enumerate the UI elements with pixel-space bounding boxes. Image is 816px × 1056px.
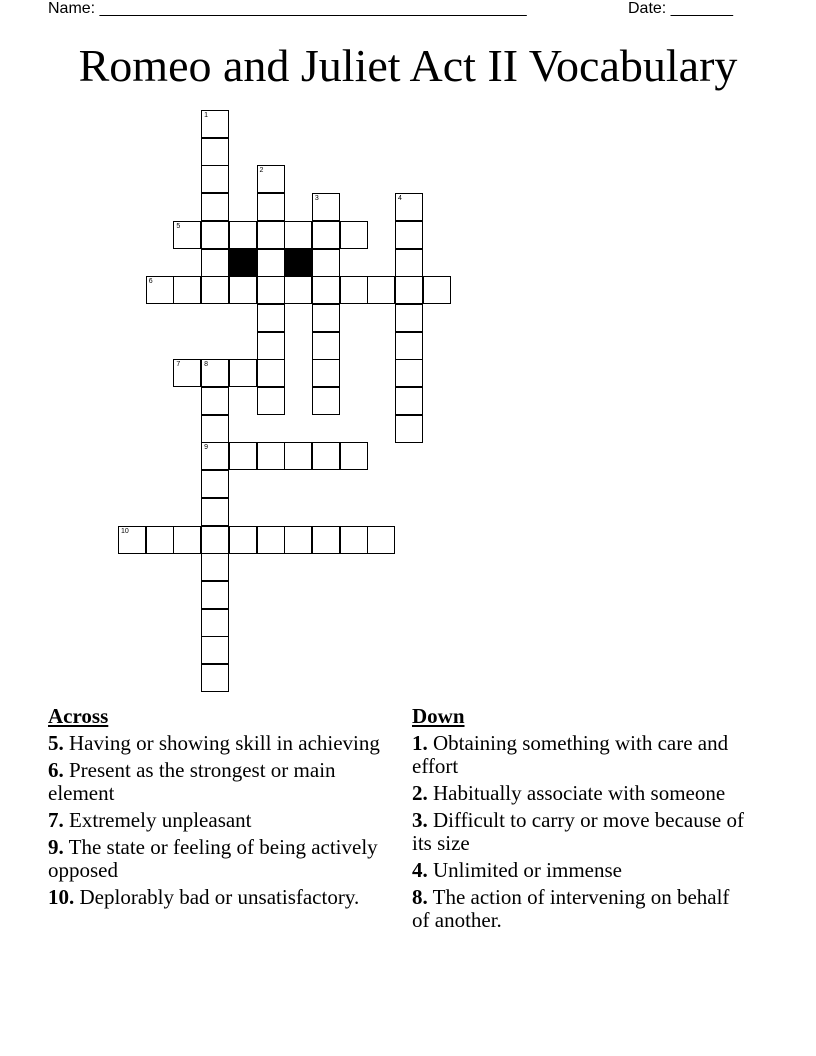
crossword-cell[interactable] (312, 249, 340, 277)
clue-number: 1 (204, 112, 208, 119)
name-field-label: Name: ________________________________________________ (48, 0, 527, 17)
crossword-cell[interactable] (395, 276, 423, 304)
crossword-cell[interactable] (201, 138, 229, 166)
crossword-cell[interactable] (173, 276, 201, 304)
crossword-cell[interactable] (229, 442, 257, 470)
crossword-cell[interactable] (257, 249, 285, 277)
crossword-cell[interactable] (395, 249, 423, 277)
page-title: Romeo and Juliet Act II Vocabulary (78, 40, 738, 91)
down-clues (412, 704, 752, 936)
crossword-cell[interactable] (312, 304, 340, 332)
crossword-cell[interactable] (257, 359, 285, 387)
crossword-cell[interactable] (201, 276, 229, 304)
crossword-cell[interactable] (146, 526, 174, 554)
clue-number: 2. (412, 781, 428, 805)
crossword-cell[interactable] (340, 221, 368, 249)
crossword-cell[interactable] (312, 276, 340, 304)
clue-text: Deplorably bad or unsatisfactory. (74, 885, 360, 909)
crossword-cell[interactable] (284, 442, 312, 470)
clue-number: 5 (176, 222, 181, 230)
crossword-cell[interactable] (257, 221, 285, 249)
clue-number: 10 (121, 527, 129, 535)
down-clue (412, 732, 752, 778)
clue-number: 7 (176, 361, 181, 369)
crossword-cell[interactable] (340, 276, 368, 304)
across-clue-list (48, 732, 388, 909)
clue-text: Obtaining something with care and effort (412, 731, 729, 778)
crossword-cell[interactable] (201, 664, 229, 692)
crossword-cell[interactable] (257, 387, 285, 415)
crossword-cell[interactable] (257, 526, 285, 554)
crossword-cell[interactable] (395, 221, 423, 249)
clue-number: 8. (412, 885, 428, 909)
across-clue (48, 759, 388, 805)
down-clue (412, 886, 752, 932)
crossword-cell[interactable] (201, 526, 229, 554)
crossword-cell[interactable] (395, 415, 423, 443)
crossword-cell[interactable] (201, 110, 229, 138)
crossword-cell[interactable] (257, 165, 285, 193)
crossword-cell[interactable] (201, 193, 229, 221)
clue-number: 3 (314, 195, 319, 203)
crossword-cell[interactable] (312, 221, 340, 249)
crossword-cell[interactable] (284, 221, 312, 249)
crossword-cell[interactable] (367, 276, 395, 304)
crossword-cell[interactable] (257, 304, 285, 332)
across-clue (48, 886, 388, 909)
crossword-cell[interactable] (312, 193, 340, 221)
clue-text: Having or showing skill in achieving (63, 731, 380, 755)
down-clue (412, 809, 752, 855)
crossword-cell[interactable] (340, 442, 368, 470)
crossword-cell[interactable] (201, 249, 229, 277)
crossword-cell[interactable] (201, 165, 229, 193)
clue-number: 4 (398, 195, 402, 203)
crossword-cell[interactable] (257, 193, 285, 221)
crossword-cell[interactable] (395, 359, 423, 387)
crossword-cell[interactable] (395, 332, 423, 360)
clue-text: The action of intervening on behalf of another. (412, 885, 730, 932)
down-heading: Down (412, 704, 465, 728)
across-heading: Across (48, 704, 109, 728)
crossword-cell[interactable] (229, 526, 257, 554)
crossword-cell[interactable] (201, 609, 229, 637)
clue-text: Extremely unpleasant (63, 808, 252, 832)
crossword-cell[interactable] (201, 442, 229, 470)
clue-number: 7. (48, 808, 64, 832)
crossword-cell[interactable] (395, 387, 423, 415)
crossword-cell[interactable] (395, 193, 423, 221)
crossword-cell[interactable] (229, 221, 257, 249)
clue-number: 3. (412, 808, 428, 832)
crossword-cell[interactable] (146, 276, 174, 304)
black-cell (229, 249, 257, 277)
crossword-cell[interactable] (340, 526, 368, 554)
crossword-cell[interactable] (257, 276, 285, 304)
crossword-cell[interactable] (312, 387, 340, 415)
crossword-cell[interactable] (284, 276, 312, 304)
clue-number: 2 (259, 167, 264, 175)
crossword-cell[interactable] (229, 276, 257, 304)
across-clues (48, 704, 388, 913)
crossword-cell[interactable] (118, 526, 146, 554)
across-clue (48, 836, 388, 882)
crossword-cell[interactable] (201, 636, 229, 664)
crossword-cell[interactable] (201, 415, 229, 443)
crossword-cell[interactable] (229, 359, 257, 387)
clue-number: 9 (204, 444, 208, 452)
down-clue (412, 859, 752, 882)
across-clue (48, 809, 388, 832)
clue-text: The state or feeling of being actively opposed (48, 835, 378, 882)
crossword-cell[interactable] (201, 553, 229, 581)
clue-number: 4. (412, 858, 428, 882)
across-clue (48, 732, 388, 755)
crossword-cell[interactable] (312, 359, 340, 387)
crossword-cell[interactable] (257, 442, 285, 470)
crossword-cell[interactable] (367, 526, 395, 554)
clue-number: 1. (412, 731, 428, 755)
clue-text: Difficult to carry or move because of its size (412, 808, 744, 855)
clue-number: 10. (48, 885, 75, 909)
down-clue (412, 782, 752, 805)
crossword-cell[interactable] (312, 332, 340, 360)
crossword-cell[interactable] (312, 442, 340, 470)
crossword-cell[interactable] (312, 526, 340, 554)
date-field-label: Date: _______ (628, 0, 733, 17)
crossword-cell[interactable] (173, 359, 201, 387)
crossword-cell[interactable] (257, 332, 285, 360)
black-cell (284, 249, 312, 277)
crossword-cell[interactable] (201, 221, 229, 249)
clue-number: 6. (48, 758, 64, 782)
crossword-cell[interactable] (284, 526, 312, 554)
clue-text: Habitually associate with someone (427, 781, 726, 805)
crossword-cell[interactable] (201, 359, 229, 387)
crossword-cell[interactable] (173, 221, 201, 249)
down-clue-list (412, 732, 752, 932)
clue-number: 8 (204, 361, 208, 369)
crossword-cell[interactable] (395, 304, 423, 332)
crossword-cell[interactable] (201, 387, 229, 415)
crossword-cell[interactable] (173, 526, 201, 554)
crossword-cell[interactable] (423, 276, 451, 304)
clue-text: Unlimited or immense (427, 858, 622, 882)
crossword-cell[interactable] (201, 498, 229, 526)
clue-number: 5. (48, 731, 64, 755)
clue-number: 6 (148, 278, 153, 286)
clue-text: Present as the strongest or main element (48, 758, 336, 805)
clue-number: 9. (48, 835, 64, 859)
crossword-cell[interactable] (201, 581, 229, 609)
crossword-cell[interactable] (201, 470, 229, 498)
